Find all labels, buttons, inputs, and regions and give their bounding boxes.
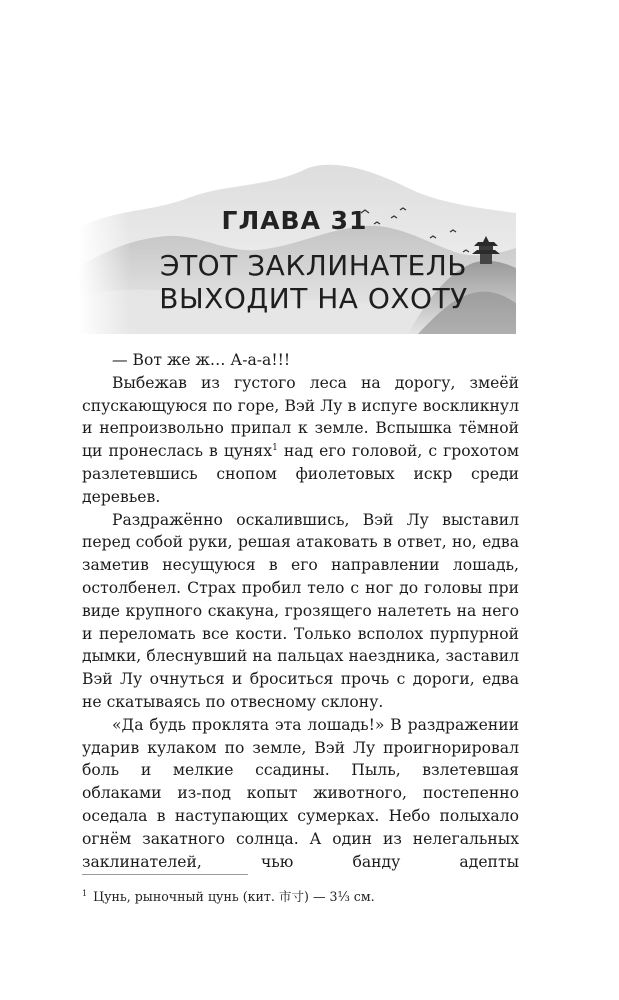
paragraph: «Да будь проклята эта лошадь!» В раздражении ударив кулаком по земле, Вэй Лу проигнорировал боль и мелкие ссадины. Пыль, взлетевшая облаками из-под копыт животного, постепенно оседала в наступающих сумерках. Небо полыхало огнём закатного солнца. А один из нелегальных заклинателей, чью банду адепты [82,715,519,871]
paragraph: — Вот же ж… А-а-а!!! [112,351,291,369]
chapter-title-line: ВЫХОДИТ НА ОХОТУ [159,282,468,315]
chapter-body [82,349,519,873]
chapter-title [0,249,619,315]
chapter-label: ГЛАВА 31 [221,206,368,235]
footnote-divider [82,874,248,875]
footnote-ref[interactable]: 1 [272,443,278,453]
chapter-title-line: ЭТОТ ЗАКЛИНАТЕЛЬ [160,249,467,282]
paragraph-text: над его головой, с грохотом разлетевшись снопом фиолетовых искр среди деревьев. [82,442,519,506]
footnote-text: Цунь, рыночный цунь (кит. 市寸) — 3⅓ см. [93,889,375,904]
paragraph [82,372,519,509]
footnote [82,889,519,905]
paragraph-text: Выбежав из густого леса на дорогу, змеёй спускающуюся по горе, Вэй Лу в испуге воскликнул и непроизвольно припал к земле. Вспышка тёмной ци пронеслась в цунях [82,373,519,461]
footnote-number: 1 [82,888,88,898]
paragraph: Раздражённо оскалившись, Вэй Лу выставил перед собой руки, решая атаковать в ответ, но, едва заметив несущуюся в его направлении лошадь, остолбенел. Страх пробил тело с ног до головы при виде крупного скакуна, грозящего налететь на него и переломать все кости. Только всполох пурпурной дымки, блеснувший на пальцах наездника, заставил Вэй Лу очнуться и броситься прочь с дороги, едва не скатываясь по отвесному склону. [82,510,519,711]
